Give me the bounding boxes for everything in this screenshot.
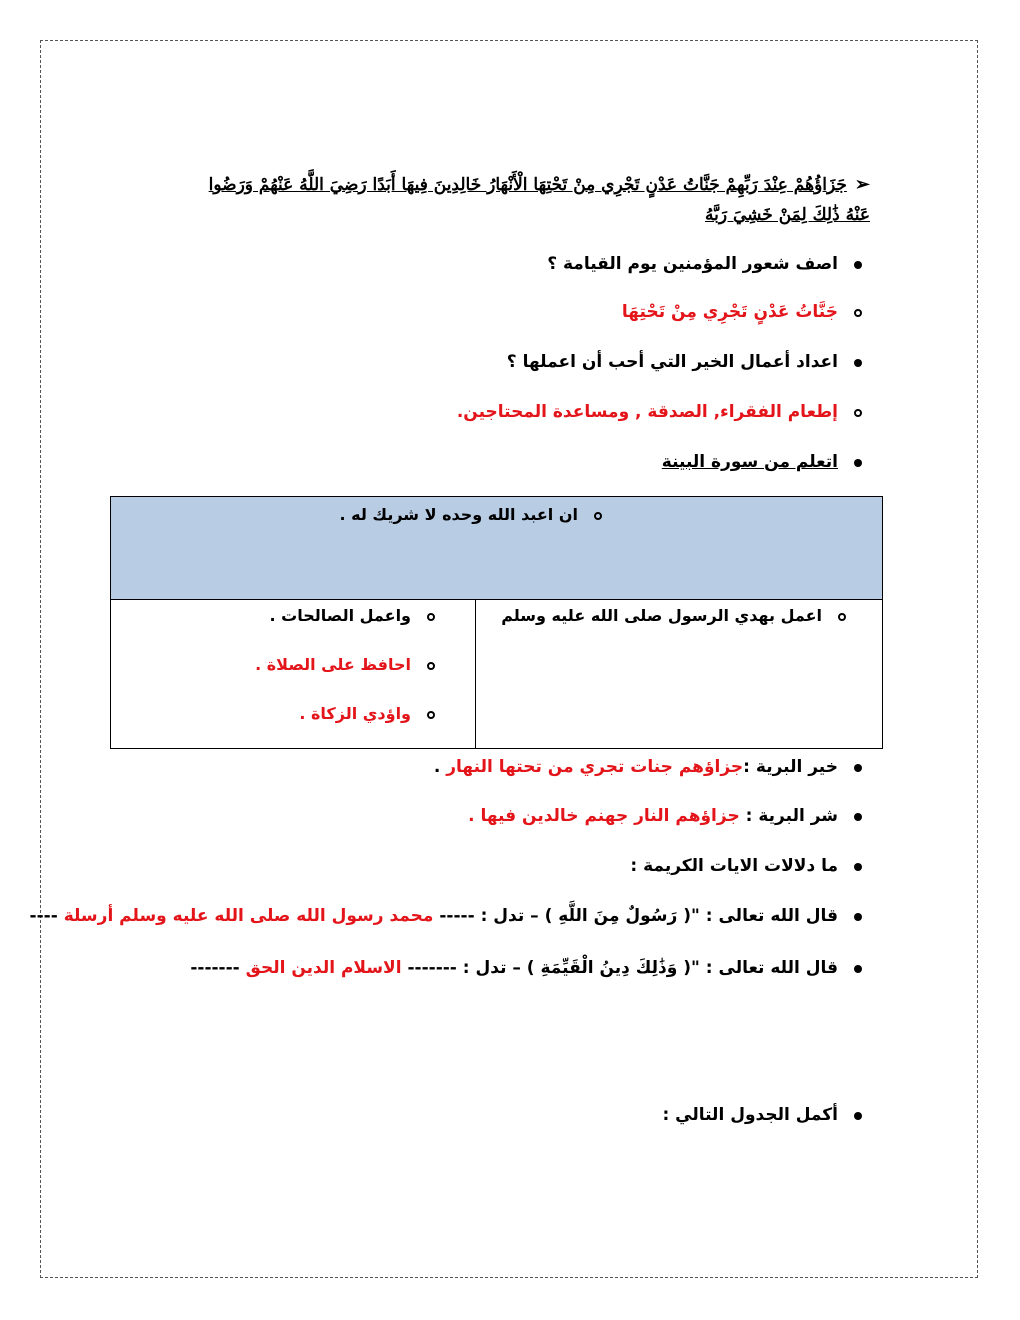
verse-meaning-1-prefix: قال الله تعالى : "( رَسُولٌ مِنَ اللَّهِ ) – تدل : ----- — [439, 906, 838, 926]
bullet-icon — [854, 863, 862, 871]
verse-line-2: عَنْهُ ذَٰلِكَ لِمَنْ خَشِيَ رَبَّهُ — [705, 205, 870, 225]
verse-meaning-1-answer: محمد رسول الله صلى الله عليه وسلم أرسلة — [63, 906, 434, 926]
bullet-icon — [854, 459, 862, 467]
circle-bullet-icon — [427, 662, 435, 670]
answer-1 — [622, 302, 870, 322]
answer-2-text: إطعام الفقراء, الصدقة , ومساعدة المحتاجين. — [456, 402, 838, 422]
question-2-text: اعداد أعمال الخير التي أحب أن اعملها ؟ — [506, 352, 838, 372]
question-2 — [507, 352, 870, 372]
best-answer: جزاؤهم جنات تجري من تحتها النهار — [446, 757, 744, 777]
bullet-icon — [854, 1112, 862, 1120]
bullet-icon — [854, 764, 862, 772]
answer-1-text: جَنَّاتُ عَدْنٍ تَجْرِي مِنْ تَحْتِهَا — [621, 302, 838, 322]
circle-bullet-icon — [854, 409, 862, 417]
best-end: . — [433, 757, 441, 777]
answer-2 — [457, 402, 870, 422]
verse-line-1: جَزَاؤُهُمْ عِنْدَ رَبِّهِمْ جَنَّاتُ عَدْنٍ تَجْرِي مِنْ تَحْتِهَا الْأَنْهَارُ خَالِدِينَ فِيهَا أَبَدًا رَضِيَ اللَّهُ عَنْهُمْ وَرَضُوا — [208, 175, 847, 195]
worst-label: شر البرية : — [745, 806, 838, 826]
lessons-left-cell — [111, 600, 476, 749]
circle-bullet-icon — [427, 613, 435, 621]
lessons-table — [110, 496, 883, 749]
bullet-icon — [854, 813, 862, 821]
question-4 — [630, 856, 870, 876]
best-label: خير البرية : — [743, 757, 838, 777]
bullet-icon — [854, 965, 862, 973]
worst-creatures — [468, 806, 870, 826]
lessons-right-cell — [476, 600, 883, 749]
circle-bullet-icon — [427, 711, 435, 719]
arrow-bullet-icon: ➢ — [854, 174, 870, 195]
verse-meaning-1-suffix: ---- — [29, 906, 58, 926]
verse-meaning-2-answer: الاسلام الدين الحق — [245, 958, 402, 978]
lesson-left-2 — [111, 625, 475, 674]
verse-meaning-1 — [30, 906, 870, 926]
lesson-left-3-text: واؤدي الزكاة . — [299, 704, 411, 723]
question-4-text: ما دلالات الايات الكريمة : — [630, 856, 838, 876]
question-5 — [662, 1105, 870, 1125]
lessons-top-cell — [111, 497, 883, 600]
question-5-text: أكمل الجدول التالي : — [662, 1105, 838, 1125]
question-1-text: اصف شعور المؤمنين يوم القيامة ؟ — [547, 254, 838, 274]
lesson-left-1 — [111, 600, 475, 625]
lesson-top — [111, 497, 882, 524]
bullet-icon — [854, 261, 862, 269]
bullet-icon — [854, 913, 862, 921]
bullet-icon — [854, 359, 862, 367]
question-3 — [662, 452, 870, 472]
lesson-left-2-text: احافظ على الصلاة . — [255, 655, 411, 674]
circle-bullet-icon — [594, 512, 602, 520]
question-1 — [547, 254, 870, 274]
lesson-top-text: ان اعبد الله وحده لا شريك له . — [339, 505, 578, 524]
lesson-right — [476, 600, 882, 625]
lesson-left-3 — [111, 674, 475, 723]
verse-meaning-2-suffix: ------- — [190, 958, 240, 978]
lesson-right-text: اعمل بهدي الرسول صلى الله عليه وسلم — [501, 606, 822, 625]
verse-meaning-2-prefix: قال الله تعالى : "( وَذَٰلِكَ دِينُ الْقَيِّمَةِ ) – تدل : ------- — [407, 958, 838, 978]
best-creatures — [434, 757, 870, 777]
verse-meaning-2 — [190, 958, 870, 978]
question-3-text: اتعلم من سورة البينة — [661, 452, 838, 472]
verse-block — [138, 170, 870, 230]
worst-answer: جزاؤهم النار جهنم خالدين فيها . — [468, 806, 740, 826]
circle-bullet-icon — [854, 309, 862, 317]
lesson-left-1-text: واعمل الصالحات . — [269, 606, 411, 625]
circle-bullet-icon — [838, 613, 846, 621]
